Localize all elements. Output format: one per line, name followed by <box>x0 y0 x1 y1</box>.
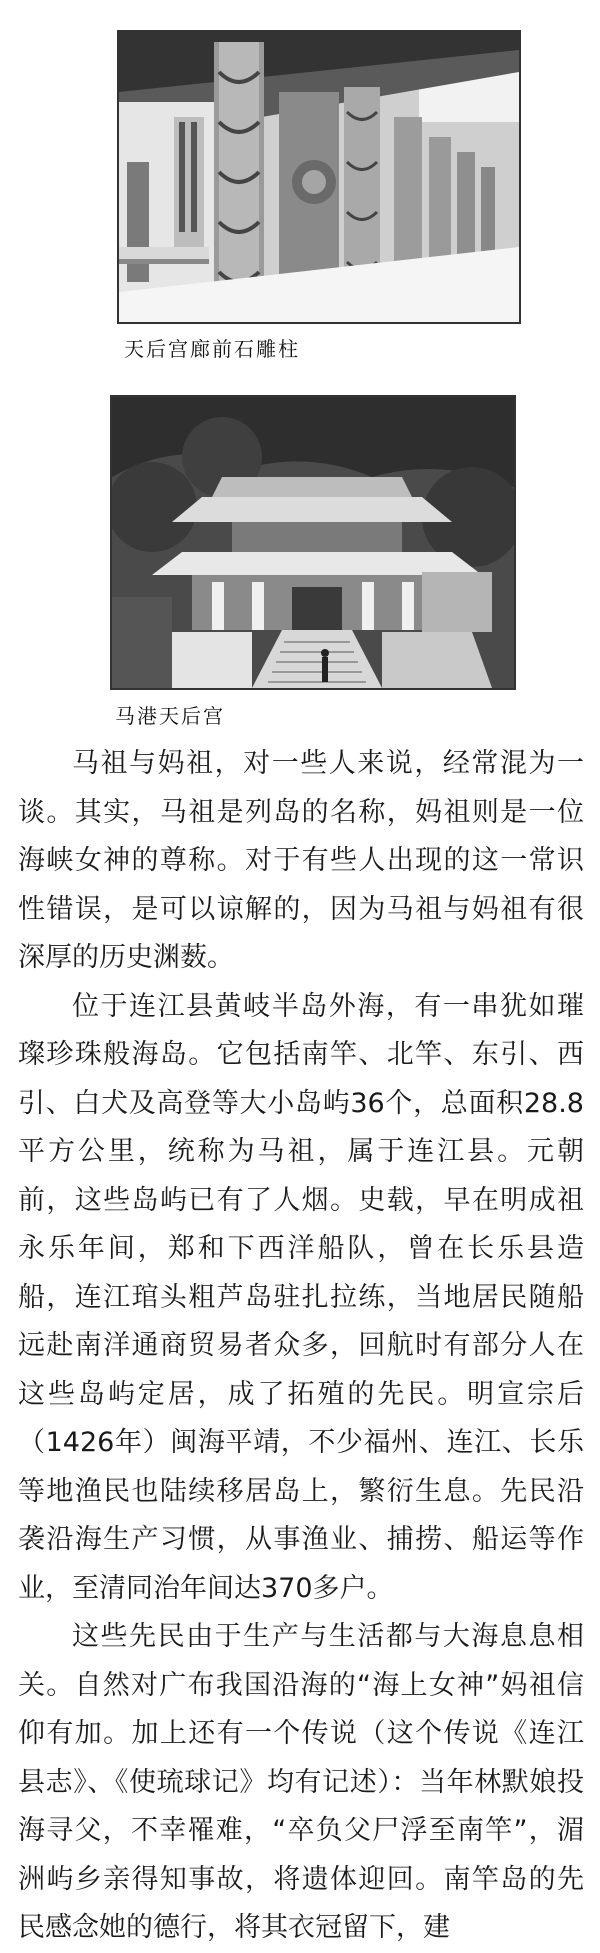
photo-stone-pillars-image <box>119 32 519 322</box>
article-paragraph-2: 位于连江县黄岐半岛外海，有一串犹如璀璨珍珠般海岛。它包括南竿、北竿、东引、西引、白犬及高登等大小岛屿36个，总面积28.8平方公里，统称为马祖，属于连江县。元朝前，这些岛屿已有了人烟。史载，早在明成祖永乐年间，郑和下西洋船队，曾在长乐县造船，连江琯头粗芦岛驻扎拉练，当地居民随船远赴南洋通商贸易者众多，回航时有部分人在这些岛屿定居，成了拓殖的先民。明宣宗后（1426年）闽海平靖，不少福州、连江、长乐等地渔民也陆续移居岛上，繁衍生息。先民沿袭沿海生产习惯，从事渔业、捕捞、船运等作业，至清同治年间达370多户。 <box>18 990 584 1604</box>
article-paragraph-3: 这些先民由于生产与生活都与大海息息相关。自然对广布我国沿海的“海上女神”妈祖信仰有加。加上还有一个传说（这个传说《连江县志》、《使琉球记》均有记述）：当年林默娘投海寻父，不幸罹难，“卒负父尸浮至南竿”，湄洲屿乡亲得知事故，将遗体迎回。南竿岛的先民感念她的德行，将其衣冠留下，建 <box>18 1621 584 1943</box>
caption-magang-temple: 马港天后宫 <box>115 704 225 728</box>
article-paragraph-1: 马祖与妈祖，对一些人来说，经常混为一谈。其实，马祖是列岛的名称，妈祖则是一位海峡女神的尊称。对于有些人出现的这一常识性错误，是可以谅解的，因为马祖与妈祖有很深厚的历史渊薮。 <box>18 748 584 973</box>
caption-stone-pillars: 天后宫廊前石雕柱 <box>124 337 300 361</box>
photo-magang-temple-image <box>112 397 514 688</box>
photo-magang-temple <box>110 395 516 690</box>
photo-stone-pillars <box>117 30 521 324</box>
